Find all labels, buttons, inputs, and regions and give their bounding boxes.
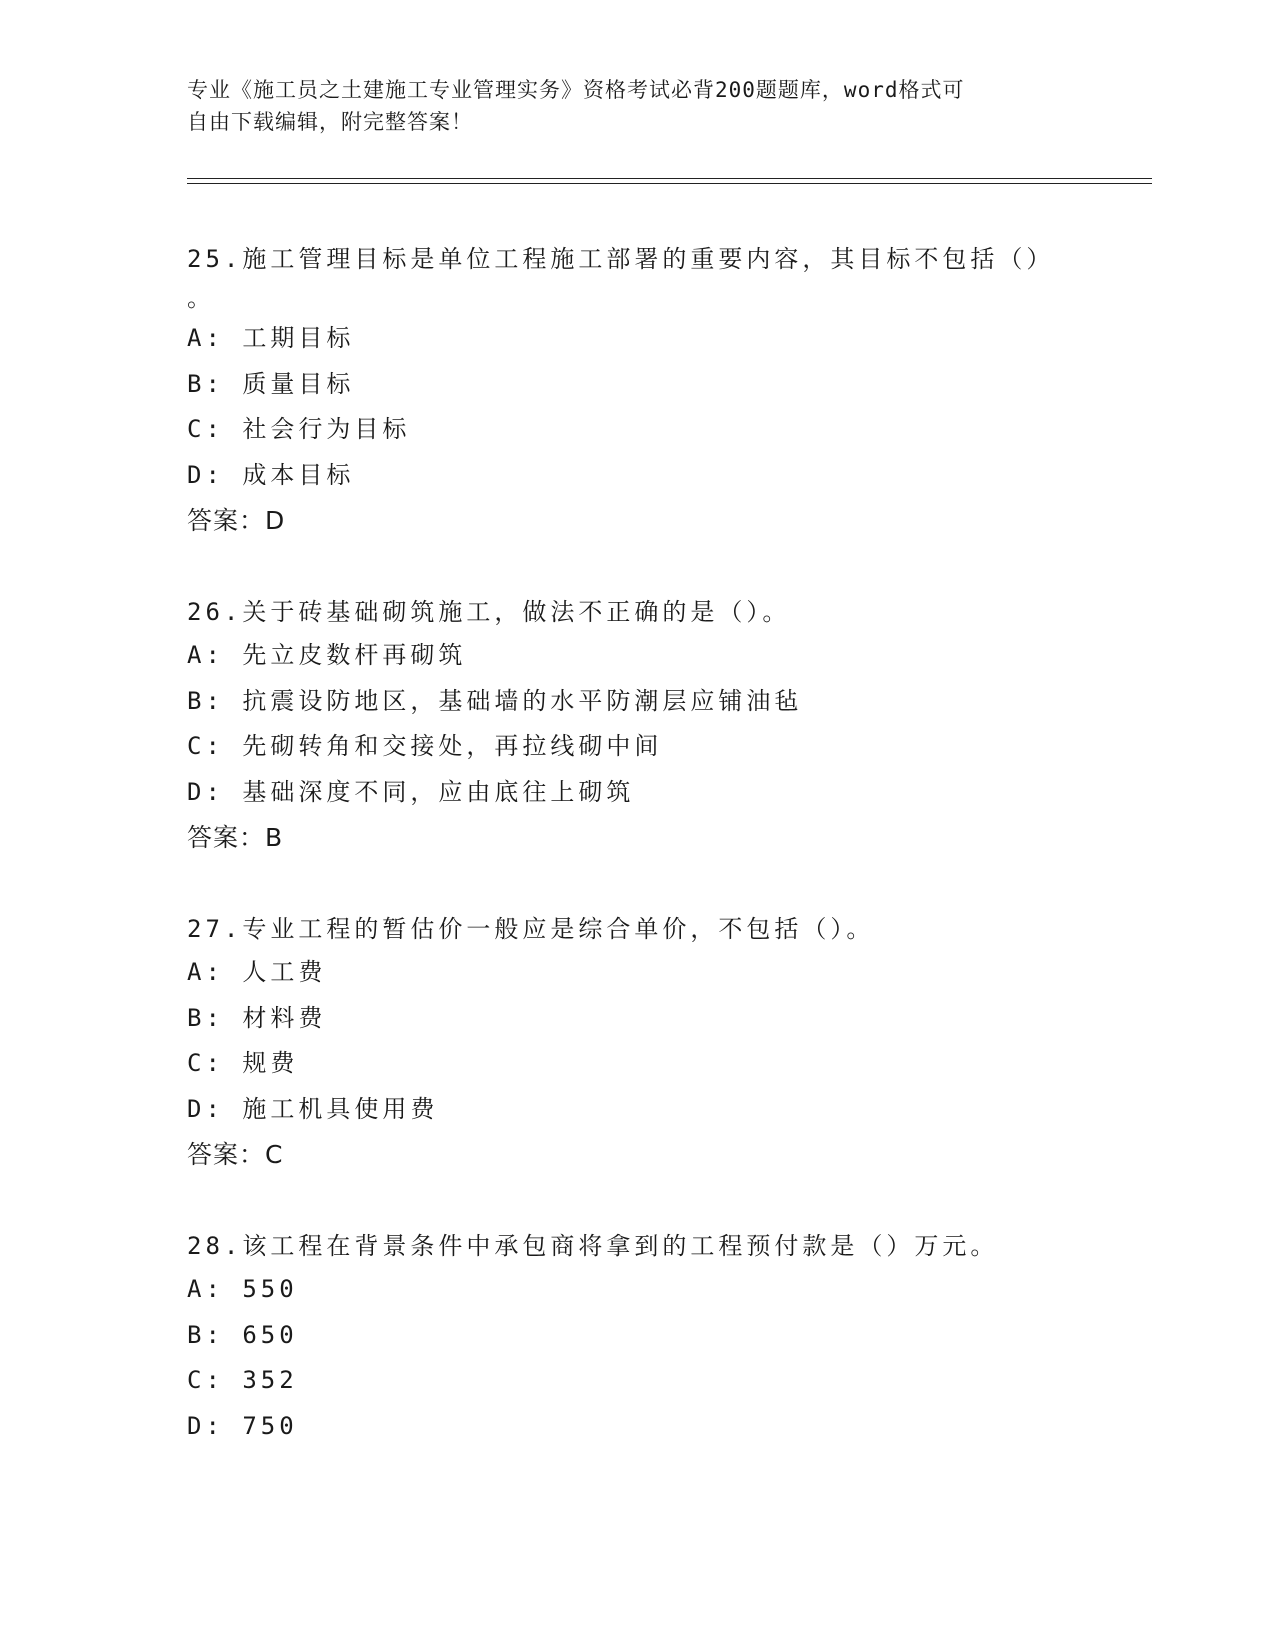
option-b: B: 抗震设防地区，基础墙的水平防潮层应铺油毡 bbox=[187, 686, 803, 715]
header-line-1: 专业《施工员之土建施工专业管理实务》资格考试必背200题题库，word格式可 bbox=[187, 78, 965, 102]
option-d: D: 成本目标 bbox=[187, 460, 355, 489]
answer: 答案：C bbox=[187, 1140, 284, 1169]
option-a: A: 先立皮数杆再砌筑 bbox=[187, 641, 467, 669]
header-rule-top bbox=[187, 178, 1152, 179]
header-line-2: 自由下载编辑，附完整答案！ bbox=[187, 110, 473, 134]
option-a: A: 人工费 bbox=[187, 958, 327, 986]
option-d: D: 基础深度不同，应由底往上砌筑 bbox=[187, 777, 635, 806]
document-header bbox=[187, 74, 1067, 138]
question-list bbox=[187, 238, 1087, 1496]
question-28 bbox=[187, 1225, 1087, 1449]
question-26 bbox=[187, 591, 1087, 861]
question-25 bbox=[187, 238, 1087, 544]
option-b: B: 650 bbox=[187, 1320, 298, 1349]
option-c: C: 352 bbox=[187, 1366, 298, 1394]
option-d: D: 750 bbox=[187, 1411, 298, 1440]
option-a: A: 550 bbox=[187, 1275, 298, 1303]
question-stem: 26.关于砖基础砌筑施工，做法不正确的是（）。 bbox=[187, 598, 791, 626]
option-c: C: 规费 bbox=[187, 1049, 299, 1077]
answer: 答案：B bbox=[187, 823, 284, 852]
option-d: D: 施工机具使用费 bbox=[187, 1094, 439, 1123]
option-b: B: 质量目标 bbox=[187, 369, 355, 398]
option-c: C: 社会行为目标 bbox=[187, 415, 411, 443]
option-a: A: 工期目标 bbox=[187, 324, 355, 352]
question-stem: 27.专业工程的暂估价一般应是综合单价，不包括（）。 bbox=[187, 915, 875, 943]
answer: 答案：D bbox=[187, 506, 286, 535]
header-rule-bottom bbox=[187, 183, 1152, 184]
question-27 bbox=[187, 908, 1087, 1178]
question-stem: 28.该工程在背景条件中承包商将拿到的工程预付款是（）万元。 bbox=[187, 1232, 999, 1260]
question-stem: 25.施工管理目标是单位工程施工部署的重要内容，其目标不包括（） bbox=[187, 245, 1055, 273]
option-c: C: 先砌转角和交接处，再拉线砌中间 bbox=[187, 732, 663, 760]
option-b: B: 材料费 bbox=[187, 1003, 327, 1032]
question-stem-continuation: 。 bbox=[187, 284, 211, 312]
